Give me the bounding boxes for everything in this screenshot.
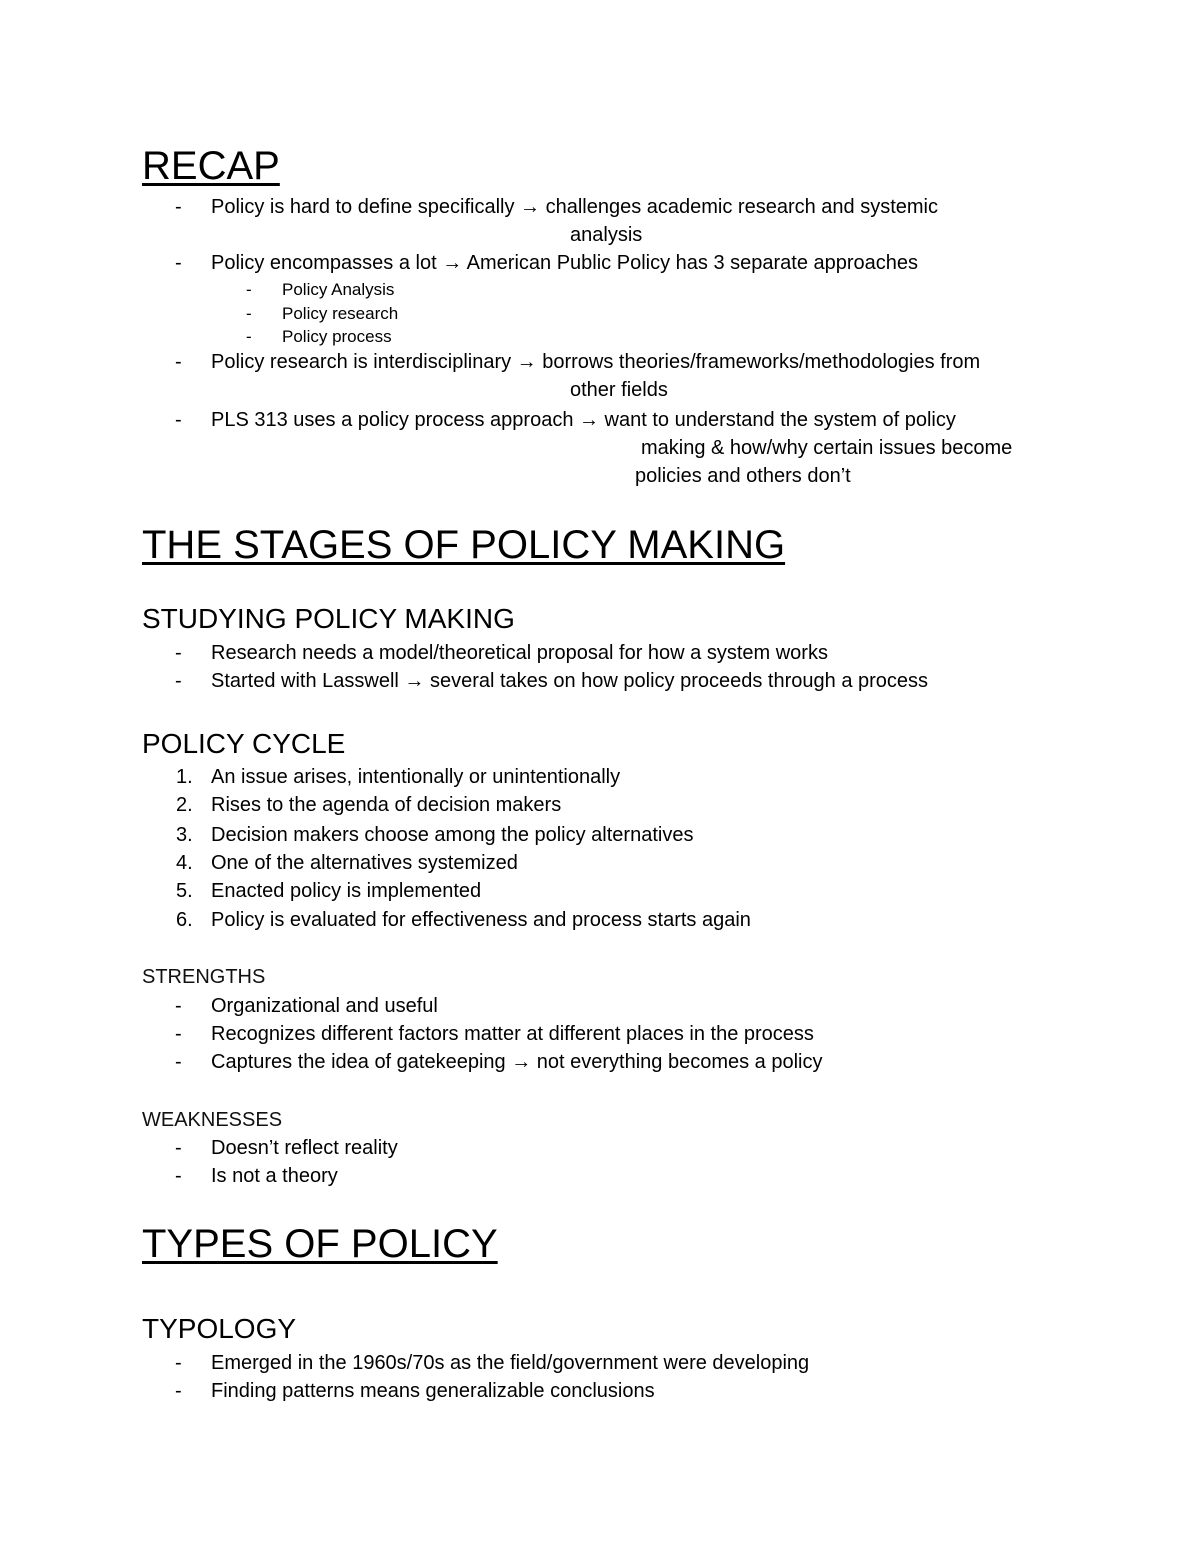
sublist-bullet: -: [246, 304, 252, 323]
list-bullet: -: [175, 995, 182, 1017]
list-item: Organizational and useful: [211, 995, 438, 1017]
list-item: Is not a theory: [211, 1165, 338, 1187]
list-item-continuation: analysis: [570, 224, 643, 246]
list-item: Policy encompasses a lot → American Public Policy has 3 separate approaches: [211, 252, 919, 274]
list-bullet: -: [175, 351, 182, 373]
list-item: An issue arises, intentionally or unintentionally: [211, 766, 621, 788]
list-bullet: -: [175, 1051, 182, 1073]
policy-cycle-heading: POLICY CYCLE: [142, 728, 346, 759]
sublist-item: Policy process: [282, 327, 392, 346]
list-bullet: -: [175, 1380, 182, 1402]
list-item: Policy is evaluated for effectiveness and process starts again: [211, 909, 751, 931]
list-item: Doesn’t reflect reality: [211, 1137, 398, 1159]
list-item: Captures the idea of gatekeeping → not everything becomes a policy: [211, 1051, 823, 1073]
typology-heading: TYPOLOGY: [142, 1313, 297, 1344]
list-bullet: -: [175, 1165, 182, 1187]
sublist-bullet: -: [246, 327, 252, 346]
list-bullet: -: [175, 642, 182, 664]
list-item: PLS 313 uses a policy process approach → want to understand the system of policy: [211, 409, 956, 431]
list-item: Rises to the agenda of decision makers: [211, 794, 562, 816]
list-bullet: -: [175, 409, 182, 431]
list-number: 5.: [176, 880, 193, 902]
list-bullet: -: [175, 670, 182, 692]
list-item: Finding patterns means generalizable conclusions: [211, 1380, 655, 1402]
list-item: Policy is hard to define specifically → challenges academic research and systemic: [211, 196, 939, 218]
sublist-bullet: -: [246, 280, 252, 299]
list-item-continuation: other fields: [570, 379, 668, 401]
list-item: Started with Lasswell → several takes on how policy proceeds through a process: [211, 670, 929, 692]
recap-title: RECAP: [142, 144, 280, 188]
list-item: One of the alternatives systemized: [211, 852, 518, 874]
list-bullet: -: [175, 1023, 182, 1045]
sublist-item: Policy Analysis: [282, 280, 395, 299]
strengths-heading: STRENGTHS: [142, 966, 266, 988]
list-item: Research needs a model/theoretical proposal for how a system works: [211, 642, 828, 664]
sublist-item: Policy research: [282, 304, 399, 323]
list-number: 6.: [176, 909, 193, 931]
list-bullet: -: [175, 1137, 182, 1159]
list-number: 2.: [176, 794, 193, 816]
list-number: 4.: [176, 852, 193, 874]
list-number: 3.: [176, 824, 193, 846]
list-bullet: -: [175, 196, 182, 218]
list-item-continuation: making & how/why certain issues become: [641, 437, 1013, 459]
list-bullet: -: [175, 1352, 182, 1374]
types-title: TYPES OF POLICY: [142, 1222, 498, 1266]
list-item: Emerged in the 1960s/70s as the field/government were developing: [211, 1352, 810, 1374]
list-item: Policy research is interdisciplinary → borrows theories/frameworks/methodologies from: [211, 351, 981, 373]
list-item: Recognizes different factors matter at different places in the process: [211, 1023, 814, 1045]
list-item: Enacted policy is implemented: [211, 880, 482, 902]
weaknesses-heading: WEAKNESSES: [142, 1109, 283, 1131]
list-item-continuation: policies and others don’t: [635, 465, 851, 487]
list-number: 1.: [176, 766, 193, 788]
stages-title: THE STAGES OF POLICY MAKING: [142, 523, 786, 567]
list-bullet: -: [175, 252, 182, 274]
studying-heading: STUDYING POLICY MAKING: [142, 603, 515, 634]
list-item: Decision makers choose among the policy alternatives: [211, 824, 694, 846]
